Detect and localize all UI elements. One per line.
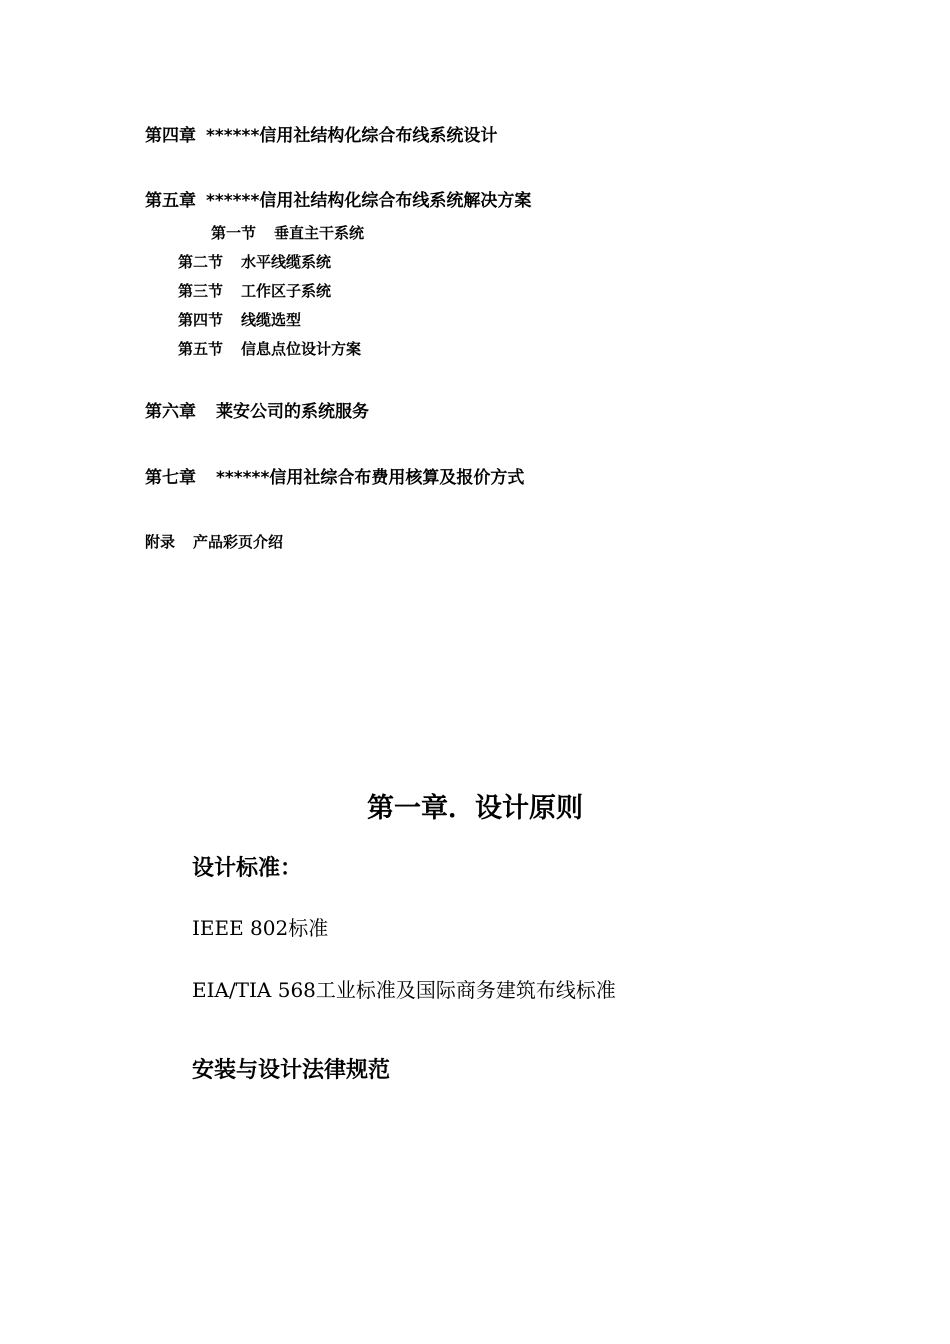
toc-section-title: 线缆选型 bbox=[241, 311, 302, 329]
standard-line-ieee: IEEE 802标准 bbox=[192, 916, 329, 940]
toc-chapter-number: 第五章 bbox=[145, 191, 196, 211]
toc-section-5 bbox=[178, 342, 361, 357]
toc-chapter-number: 第六章 bbox=[145, 402, 196, 422]
toc-section-title: 工作区子系统 bbox=[241, 282, 332, 300]
toc-section-2 bbox=[178, 255, 331, 270]
toc-section-3 bbox=[178, 284, 331, 299]
toc-section-number: 第五节 bbox=[178, 340, 224, 358]
toc-chapter-number: 第七章 bbox=[145, 468, 196, 488]
toc-section-title: 垂直主干系统 bbox=[274, 224, 365, 242]
toc-chapter-5 bbox=[145, 193, 531, 210]
chapter-title: 第一章．设计原则 bbox=[367, 793, 583, 824]
toc-section-title: 信息点位设计方案 bbox=[241, 340, 362, 358]
toc-chapter-7 bbox=[145, 470, 524, 487]
toc-chapter-title: ******信用社结构化综合布线系统设计 bbox=[206, 126, 498, 146]
toc-section-number: 第一节 bbox=[211, 224, 257, 242]
toc-chapter-title: ******信用社综合布费用核算及报价方式 bbox=[216, 468, 525, 488]
section-heading-regulations: 安装与设计法律规范 bbox=[192, 1058, 391, 1083]
toc-chapter-title: 莱安公司的系统服务 bbox=[216, 402, 369, 422]
toc-section-number: 第二节 bbox=[178, 253, 224, 271]
toc-chapter-4 bbox=[145, 128, 497, 145]
standard-line-eia-tia: EIA/TIA 568工业标准及国际商务建筑布线标准 bbox=[192, 978, 616, 1002]
toc-section-title: 水平线缆系统 bbox=[241, 253, 332, 271]
toc-chapter-number: 第四章 bbox=[145, 126, 196, 146]
toc-section-4 bbox=[178, 313, 301, 328]
toc-chapter-title: ******信用社结构化综合布线系统解决方案 bbox=[206, 191, 532, 211]
toc-chapter-6 bbox=[145, 404, 369, 421]
section-heading-standards: 设计标准： bbox=[192, 856, 303, 881]
toc-section-1 bbox=[211, 226, 364, 241]
toc-section-number: 第三节 bbox=[178, 282, 224, 300]
toc-appendix-label: 附录 bbox=[145, 533, 176, 551]
toc-appendix bbox=[145, 535, 283, 550]
toc-appendix-title: 产品彩页介绍 bbox=[193, 533, 284, 551]
toc-section-number: 第四节 bbox=[178, 311, 224, 329]
